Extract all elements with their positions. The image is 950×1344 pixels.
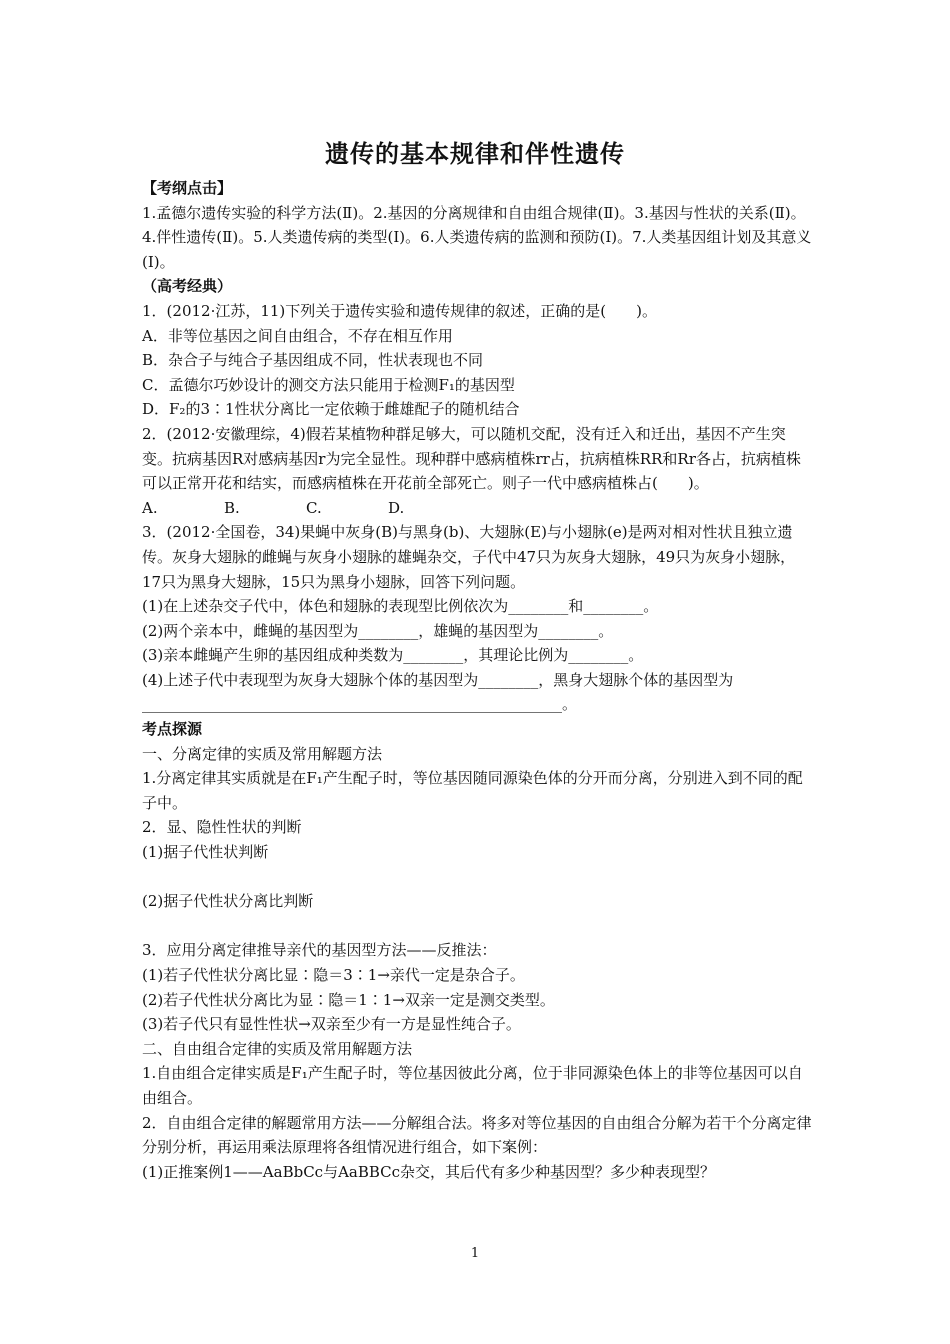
question-3-part-2: (2)两个亲本中，雌蝇的基因型为________，雄蝇的基因型为________。 — [142, 621, 614, 640]
question-1-stem: 1．(2012·江苏，11)下列关于遗传实验和遗传规律的叙述，正确的是( )。 — [142, 301, 657, 320]
blank-line — [142, 865, 812, 890]
question-3-part-1: (1)在上述杂交子代中，体色和翅脉的表现型比例依次为________和________。 — [142, 597, 659, 616]
section-1-point-2a: (1)据子代性状判断 — [142, 843, 269, 862]
section-1-point-3b: (2)若子代性状分离比为显∶隐＝1∶1→双亲一定是测交类型。 — [142, 990, 555, 1009]
syllabus-text: 1.孟德尔遗传实验的科学方法(Ⅱ)。2.基因的分离规律和自由组合规律(Ⅱ)。3.基因与性状的关系(Ⅱ)。4.伴性遗传(Ⅱ)。5.人类遗传病的类型(Ⅰ)。6.人类遗传病的监测和预防(Ⅰ)。7.人类基因组计划及其意义(Ⅰ)。 — [142, 203, 812, 271]
question-2-options — [142, 496, 812, 521]
question-1-option-a: A．非等位基因之间自由组合，不存在相互作用 — [142, 326, 453, 345]
question-1-option-b: B．杂合子与纯合子基因组成不同，性状表现也不同 — [142, 351, 484, 370]
explore-heading: 考点探源 — [142, 720, 203, 739]
blank-line — [142, 914, 812, 939]
section-1-point-3c: (3)若子代只有显性性状→双亲至少有一方是显性纯合子。 — [142, 1015, 521, 1034]
question-1-option-c: C．孟德尔巧妙设计的测交方法只能用于检测F₁的基因型 — [142, 375, 515, 394]
question-2-stem: 2．(2012·安徽理综，4)假若某植物种群足够大，可以随机交配，没有迁入和迁出，基因不产生突变。抗病基因R对感病基因r为完全显性。现种群中感病植株rr占，抗病植株RR和Rr各占，抗病植株可以正常开花和结实，而感病植株在开花前全部死亡。则子一代中感病植株占( )。 — [142, 424, 801, 493]
document-body — [142, 176, 812, 1184]
question-2-option-d: D. — [388, 498, 405, 517]
section-1-point-2b: (2)据子代性状分离比判断 — [142, 892, 314, 911]
page-number: 1 — [470, 1246, 480, 1261]
section-1-point-2: 2．显、隐性性状的判断 — [142, 818, 302, 837]
section-2-title: 二、自由组合定律的实质及常用解题方法 — [142, 1039, 413, 1058]
section-2-point-2a: (1)正推案例1——AaBbCc与AaBBCc杂交，其后代有多少种基因型？多少种表现型？ — [142, 1162, 716, 1181]
question-1-option-d: D．F₂的3∶1性状分离比一定依赖于雌雄配子的随机结合 — [142, 400, 520, 419]
section-1-point-3a: (1)若子代性状分离比显∶隐＝3∶1→亲代一定是杂合子。 — [142, 966, 525, 984]
question-2-option-c: C. — [306, 498, 322, 517]
section-2-point-1: 1.自由组合定律实质是F₁产生配子时，等位基因彼此分离，位于非同源染色体上的非等位基因可以自由组合。 — [142, 1064, 803, 1107]
section-1-point-3: 3．应用分离定律推导亲代的基因型方法——反推法： — [142, 941, 497, 960]
page-title: 遗传的基本规律和伴性遗传 — [325, 140, 625, 168]
question-3-part-4: (4)上述子代中表现型为灰身大翅脉个体的基因型为________，黑身大翅脉个体的基因型为________________________________________________________。 — [142, 670, 734, 714]
section-1-title: 一、分离定律的实质及常用解题方法 — [142, 744, 383, 763]
classics-heading: （高考经典） — [142, 277, 233, 296]
section-1-point-1: 1.分离定律其实质就是在F₁产生配子时，等位基因随同源染色体的分开而分离，分别进入到不同的配子中。 — [142, 769, 803, 812]
question-3-stem: 3．(2012·全国卷，34)果蝇中灰身(B)与黑身(b)、大翅脉(E)与小翅脉(e)是两对相对性状且独立遗传。灰身大翅脉的雌蝇与灰身小翅脉的雄蝇杂交，子代中47只为灰身大翅脉，49只为灰身小翅脉，17只为黑身大翅脉，15只为黑身小翅脉，回答下列问题。 — [142, 523, 796, 591]
question-2-option-b: B. — [224, 498, 240, 517]
question-3-part-3: (3)亲本雌蝇产生卵的基因组成种类数为________，其理论比例为________。 — [142, 646, 644, 665]
question-2-option-a: A. — [142, 498, 158, 517]
syllabus-heading: 【考纲点击】 — [142, 179, 233, 197]
section-2-point-2: 2．自由组合定律的解题常用方法——分解组合法。将多对等位基因的自由组合分解为若干个分离定律分别分析，再运用乘法原理将各组情况进行组合，如下案例： — [142, 1113, 812, 1157]
